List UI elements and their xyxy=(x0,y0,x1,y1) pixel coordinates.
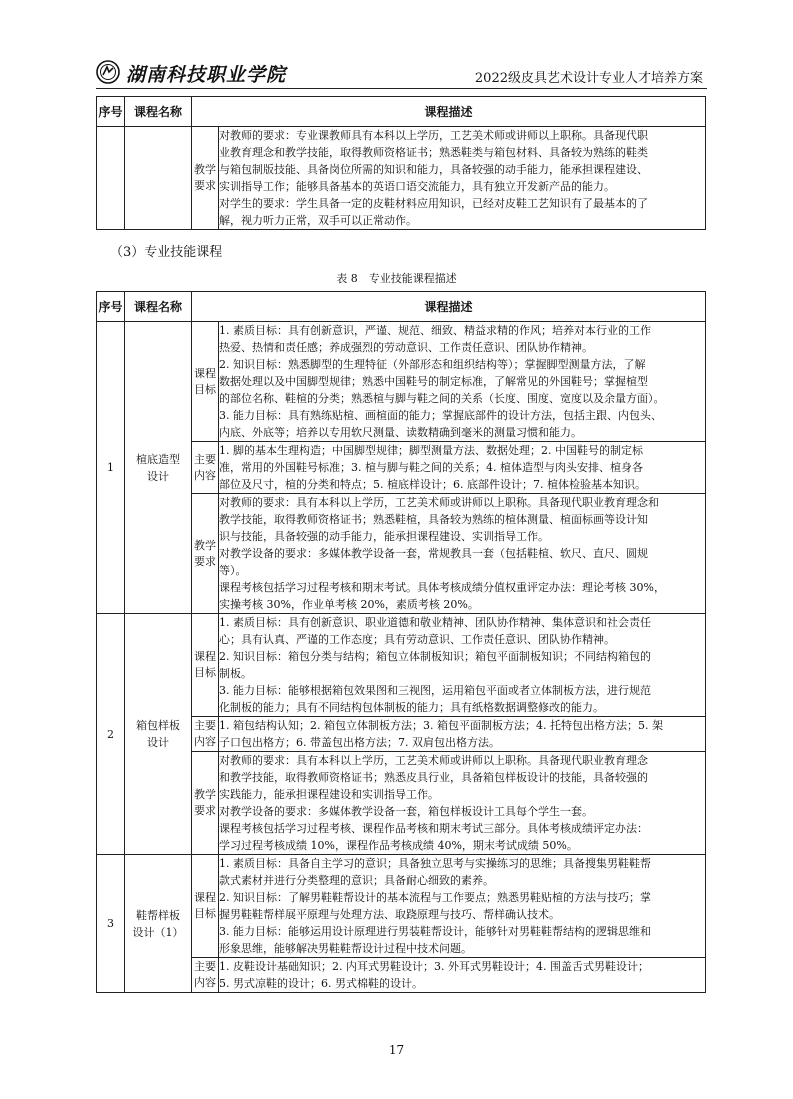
course-table-continued xyxy=(96,96,706,230)
goal-label: 课程 目标 xyxy=(192,614,219,717)
teaching-req-label: 教学 要求 xyxy=(192,752,219,855)
table-row xyxy=(97,322,706,442)
table-header-row xyxy=(97,292,706,322)
course-name: 鞋帮样板 设计（1） xyxy=(125,855,192,993)
table-row xyxy=(97,855,706,958)
content-label: 主要 内容 xyxy=(192,958,219,993)
header-no: 序号 xyxy=(97,97,125,127)
course-name: 箱包样板 设计 xyxy=(125,614,192,855)
plan-title: 2022级皮具艺术设计专业人才培养方案 xyxy=(474,71,703,86)
goal-label: 课程 目标 xyxy=(192,855,219,958)
course-no: 2 xyxy=(97,614,125,855)
page-number: 17 xyxy=(388,1043,405,1057)
table-row xyxy=(97,127,706,230)
header-course-desc: 课程描述 xyxy=(192,292,706,322)
header-course-desc: 课程描述 xyxy=(192,97,706,127)
content-text: 1. 皮鞋设计基础知识；2. 内耳式男鞋设计；3. 外耳式男鞋设计；4. 围盖舌式男鞋设计； 5. 男式凉鞋的设计；6. 男式棉鞋的设计。 xyxy=(219,958,706,993)
table-caption: 表 8 专业技能课程描述 xyxy=(336,272,457,285)
page-header xyxy=(96,58,707,89)
cell-no xyxy=(97,127,125,230)
goal-text: 1. 素质目标：具有创新意识，严谨、规范、细致、精益求精的作风；培养对本行业的工作 热爱、热情和责任感；养成强烈的劳动意识、工作责任意识、团队协作精神。 2. 知识目标：熟悉脚型的生理特征（外部形态和组织结构等）；掌握脚型测量方法，了解 数据处理以及中国脚型规律；熟悉中国鞋号的制定标准，了解常见的外国鞋号；掌握楦型 的部位名称、鞋楦的分类；熟悉楦与脚与鞋之间的关系（长度、围度、宽度以及余量方面）。 3. 能力目标：具有熟练贴楦、画楦面的能力；掌握底部件的设计方法，包括主跟、内包头、 内底、外底等；培养以专用软尺测量、读数精确到毫米的测量习惯和能力。 xyxy=(219,322,706,442)
goal-label: 课程 目标 xyxy=(192,322,219,442)
header-no: 序号 xyxy=(97,292,125,322)
header-course-name: 课程名称 xyxy=(125,292,192,322)
content-label: 主要 内容 xyxy=(192,717,219,752)
professional-skill-course-table xyxy=(96,291,706,993)
course-name: 楦底造型 设计 xyxy=(125,322,192,614)
header-course-name: 课程名称 xyxy=(125,97,192,127)
course-no: 3 xyxy=(97,855,125,993)
teaching-req-label: 教学 要求 xyxy=(192,494,219,614)
school-name: 湖南科技职业学院 xyxy=(126,64,287,86)
content-label: 主要 内容 xyxy=(192,442,219,494)
course-no: 1 xyxy=(97,322,125,614)
teaching-req-text: 对教师的要求：专业课教师具有本科以上学历，工艺美术师或讲师以上职称。具备现代职 业教育理念和教学技能，取得教师资格证书；熟悉鞋类与箱包材料、具备较为熟练的鞋类 与箱包制版技能、具备岗位所需的知识和能力，具备较强的动手能力，能承担课程建设、 实训指导工作；能够具备基本的英语口语交流能力，具有独立开发新产品的能力。 对学生的要求：学生具备一定的皮鞋材料应用知识，已经对皮鞋工艺知识有了最基本的了 解，视力听力正常，双手可以正常动作。 xyxy=(219,127,706,230)
section-title: （3）专业技能课程 xyxy=(110,245,223,260)
table-row xyxy=(97,614,706,717)
goal-text: 1. 素质目标：具备自主学习的意识；具备独立思考与实操练习的思维；具备搜集男鞋鞋帮 款式素材并进行分类整理的意识；具备耐心细致的素养。 2. 知识目标：了解男鞋鞋帮设计的基本流程与工作要点；熟悉男鞋贴楦的方法与技巧；掌 握男鞋鞋帮样展平原理与处理方法、取跷原理与技巧、帮样确认技术。 3. 能力目标：能够运用设计原理进行男装鞋帮设计，能够针对男鞋鞋帮结构的逻辑思维和 形象思维，能够解决男鞋鞋帮设计过程中技术问题。 xyxy=(219,855,706,958)
table-header-row xyxy=(97,97,706,127)
teaching-req-label: 教学 要求 xyxy=(192,127,219,230)
content-text: 1. 脚的基本生理构造；中国脚型规律；脚型测量方法、数据处理；2. 中国鞋号的制定标 准，常用的外国鞋号标准；3. 楦与脚与鞋之间的关系；4. 楦体造型与肉头安排、楦身各 部位及尺寸，楦的分类和特点；5. 楦底样设计；6. 底部件设计；7. 楦体检验基本知识。 xyxy=(219,442,706,494)
goal-text: 1. 素质目标：具有创新意识、职业道德和敬业精神、团队协作精神、集体意识和社会责任 心；具有认真、严谨的工作态度；具有劳动意识、工作责任意识、团队协作精神。 2. 知识目标：箱包分类与结构；箱包立体制板知识；箱包平面制板知识；不同结构箱包的 制板。 3. 能力目标：能够根据箱包效果图和三视图，运用箱包平面或者立体制板方法，进行规范 化制板的能力；具有不同结构包体制板的能力；具有纸格数据调整修改的能力。 xyxy=(219,614,706,717)
teaching-req-text: 对教师的要求：具有本科以上学历，工艺美术师或讲师以上职称。具备现代职业教育理念 和教学技能，取得教师资格证书；熟悉皮具行业，具备箱包样板设计的技能，具备较强的 实践能力，能承担课程建设和实训指导工作。 对教学设备的要求：多媒体教学设备一套，箱包样板设计工具每个学生一套。 课程考核包括学习过程考核、课程作品考核和期末考试三部分。具体考核成绩评定办法： 学习过程考核成绩 10%，课程作品考核成绩 40%，期末考试成绩 50%。 xyxy=(219,752,706,855)
cell-course-name xyxy=(125,127,192,230)
content-text: 1. 箱包结构认知；2. 箱包立体制板方法；3. 箱包平面制板方法；4. 托特包出格方法；5. 架 子口包出格方；6. 带盖包出格方法；7. 双肩包出格方法。 xyxy=(219,717,706,752)
school-logo-icon xyxy=(96,60,120,84)
teaching-req-text: 对教师的要求：具有本科以上学历，工艺美术师或讲师以上职称。具备现代职业教育理念和 教学技能，取得教师资格证书；熟悉鞋楦，具备较为熟练的楦体测量、楦面标画等设计知 识与技能，具备较强的动手能力，能承担课程建设、实训指导工作。 对教学设备的要求：多媒体教学设备一套，常规教具一套（包括鞋楦、软尺、直尺、圆规 等）。 课程考核包括学习过程考核和期末考试。具体考核成绩分值权重评定办法：理论考核 30%， 实操考核 30%，作业单考核 20%，素质考核 20%。 xyxy=(219,494,706,614)
